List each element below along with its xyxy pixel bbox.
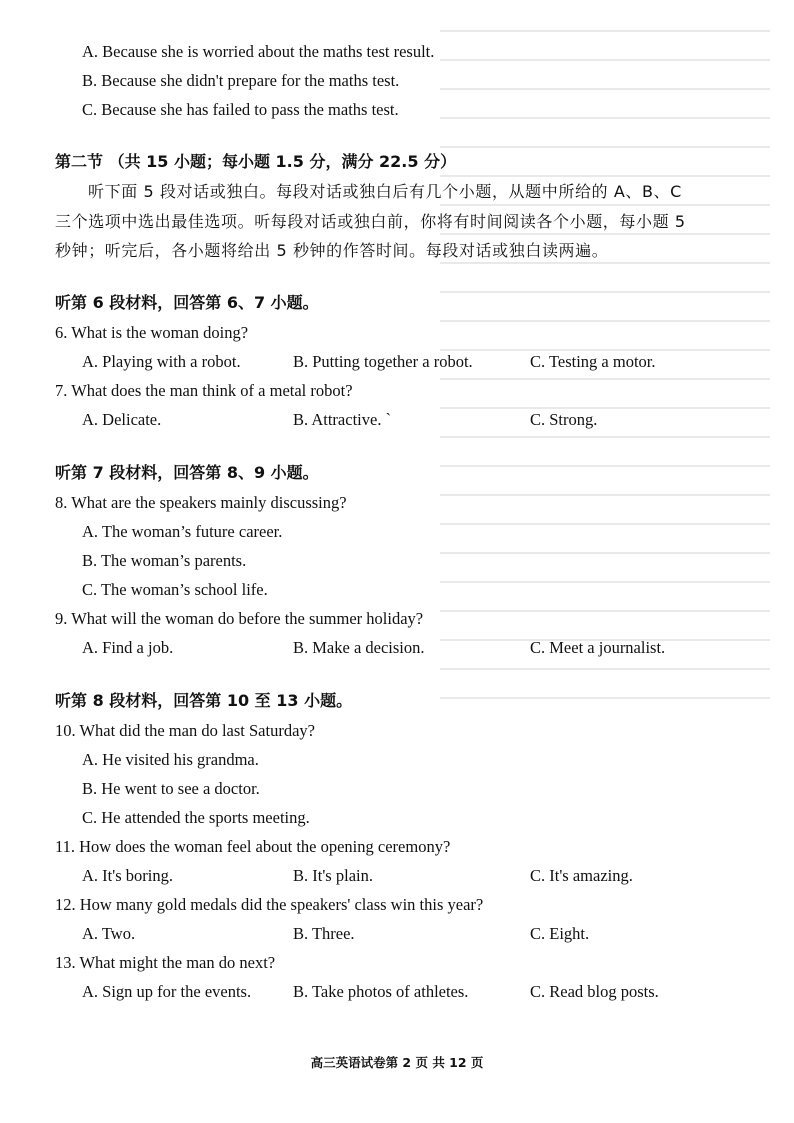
option-b: B. He went to see a doctor. bbox=[82, 779, 260, 798]
option-a: A. Find a job. bbox=[82, 638, 174, 657]
q5-option-b: B. Because she didn't prepare for the maths test. bbox=[82, 71, 400, 90]
group-heading: 听第 8 段材料，回答第 10 至 13 小题。 bbox=[55, 691, 353, 710]
option-b: B. Three. bbox=[293, 924, 355, 943]
option-a: A. The woman’s future career. bbox=[82, 522, 283, 541]
option-b: B. Attractive. ` bbox=[293, 410, 392, 429]
question-stem: 6. What is the woman doing? bbox=[55, 323, 249, 342]
option-b: B. Putting together a robot. bbox=[293, 352, 473, 371]
option-a: A. Delicate. bbox=[82, 410, 162, 429]
question-stem: 10. What did the man do last Saturday? bbox=[55, 721, 315, 740]
instruction-line-3: 秒钟；听完后，各小题将给出 5 秒钟的作答时间。每段对话或独白读两遍。 bbox=[55, 241, 609, 260]
option-b: B. Take photos of athletes. bbox=[293, 982, 469, 1001]
option-a: A. Two. bbox=[82, 924, 136, 943]
option-c: C. Meet a journalist. bbox=[530, 638, 666, 657]
instruction-line-2: 三个选项中选出最佳选项。听每段对话或独白前，你将有时间阅读各个小题，每小题 5 bbox=[55, 212, 686, 231]
option-c: C. Testing a motor. bbox=[530, 352, 656, 371]
q5-option-a: A. Because she is worried about the maths test result. bbox=[82, 42, 435, 61]
option-c: C. Eight. bbox=[530, 924, 590, 943]
page-footer: 高三英语试卷第 2 页 共 12 页 bbox=[310, 1055, 484, 1070]
question-stem: 11. How does the woman feel about the opening ceremony? bbox=[55, 837, 451, 856]
option-c: C. It's amazing. bbox=[530, 866, 633, 885]
option-b: B. It's plain. bbox=[293, 866, 373, 885]
question-stem: 12. How many gold medals did the speakers' class win this year? bbox=[55, 895, 484, 914]
question-stem: 7. What does the man think of a metal robot? bbox=[55, 381, 353, 400]
option-c: C. He attended the sports meeting. bbox=[82, 808, 310, 827]
option-c: C. The woman’s school life. bbox=[82, 580, 268, 599]
question-stem: 8. What are the speakers mainly discussing? bbox=[55, 493, 347, 512]
option-c: C. Read blog posts. bbox=[530, 982, 659, 1001]
question-stem: 9. What will the woman do before the summer holiday? bbox=[55, 609, 424, 628]
group-heading: 听第 7 段材料，回答第 8、9 小题。 bbox=[55, 463, 319, 482]
section-heading: 第二节 （共 15 小题；每小题 1.5 分，满分 22.5 分） bbox=[55, 152, 457, 171]
option-a: A. Sign up for the events. bbox=[82, 982, 252, 1001]
option-a: A. It's boring. bbox=[82, 866, 173, 885]
option-a: A. He visited his grandma. bbox=[82, 750, 259, 769]
instruction-line-1: 听下面 5 段对话或独白。每段对话或独白后有几个小题，从题中所给的 A、B、C bbox=[88, 182, 682, 201]
q5-option-c: C. Because she has failed to pass the maths test. bbox=[82, 100, 399, 119]
option-b: B. Make a decision. bbox=[293, 638, 425, 657]
question-stem: 13. What might the man do next? bbox=[55, 953, 276, 972]
option-a: A. Playing with a robot. bbox=[82, 352, 241, 371]
option-b: B. The woman’s parents. bbox=[82, 551, 247, 570]
option-c: C. Strong. bbox=[530, 410, 598, 429]
group-heading: 听第 6 段材料，回答第 6、7 小题。 bbox=[55, 293, 319, 312]
